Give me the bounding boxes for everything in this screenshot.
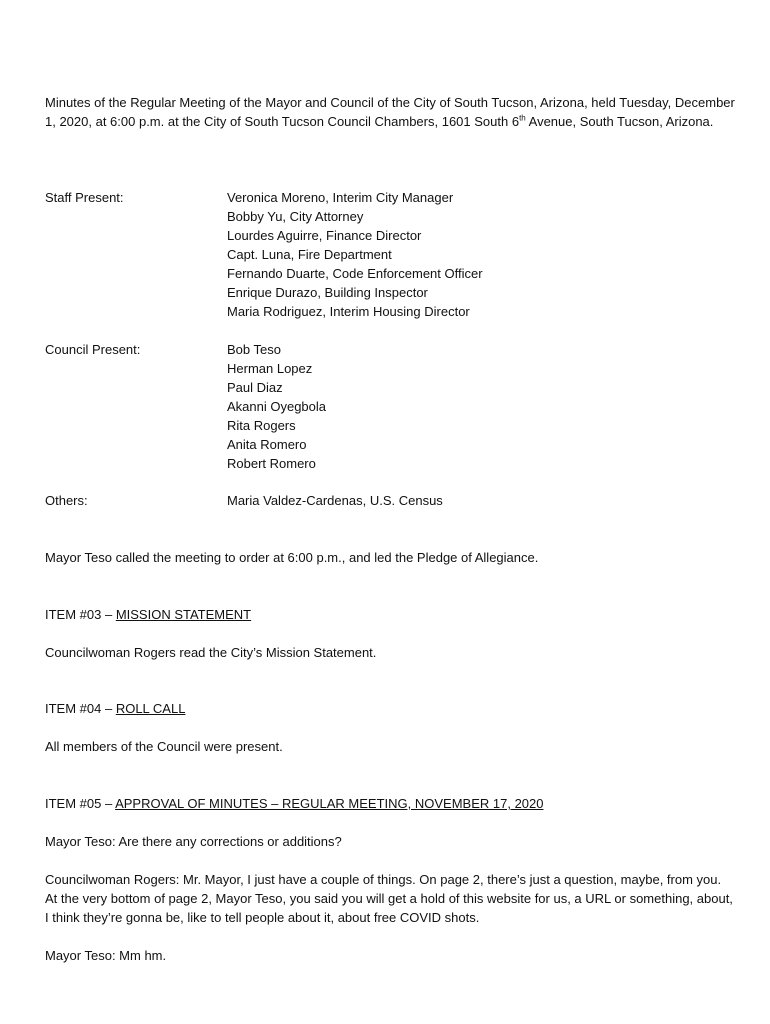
council-member: Paul Diaz: [227, 380, 283, 395]
council-member: Herman Lopez: [227, 361, 313, 376]
item-04-body: All members of the Council were present.: [45, 739, 283, 754]
staff-member: Maria Rodriguez, Interim Housing Director: [227, 304, 470, 319]
staff-member: Lourdes Aguirre, Finance Director: [227, 228, 422, 243]
item-title: APPROVAL OF MINUTES – REGULAR MEETING, NOVEMBER 17, 2020: [115, 796, 544, 811]
staff-member: Veronica Moreno, Interim City Manager: [227, 190, 454, 205]
intro-text: Minutes of the Regular Meeting of the Mayor and Council of the City of South Tucson, Arizona, held Tuesday, December 1, 2020, at 6:00 p.m. at the City of South Tucson Council Chambers, 1601 South 6: [45, 95, 735, 129]
call-to-order: Mayor Teso called the meeting to order at 6:00 p.m., and led the Pledge of Allegiance.: [45, 550, 539, 565]
intro-text-end: Avenue, South Tucson, Arizona.: [525, 114, 714, 129]
item-04-heading: [45, 699, 185, 718]
item-05-heading: [45, 794, 543, 813]
staff-member: Bobby Yu, City Attorney: [227, 209, 364, 224]
item-05-question: Mayor Teso: Are there any corrections or additions?: [45, 834, 342, 849]
council-present-label: Council Present:: [45, 342, 141, 357]
others-label: Others:: [45, 493, 88, 508]
council-member: Bob Teso: [227, 342, 281, 357]
council-member: Rita Rogers: [227, 418, 296, 433]
item-03-heading: [45, 605, 251, 624]
item-number: ITEM #03 –: [45, 607, 116, 622]
staff-member: Capt. Luna, Fire Department: [227, 247, 392, 262]
item-05-teso-reply: Mayor Teso: Mm hm.: [45, 948, 167, 963]
other-attendee: Maria Valdez-Cardenas, U.S. Census: [227, 493, 443, 508]
intro-paragraph: [45, 93, 735, 131]
item-03-body: Councilwoman Rogers read the City’s Mission Statement.: [45, 645, 377, 660]
item-05-rogers-remark: Councilwoman Rogers: Mr. Mayor, I just have a couple of things. On page 2, there’s just a question, maybe, from you. At the very bottom of page 2, Mayor Teso, you said you will get a hold of this website for us, a URL or something, about, I think they’re gonna be, like to tell people about it, about free COVID shots.: [45, 872, 733, 925]
staff-member: Fernando Duarte, Code Enforcement Officer: [227, 266, 483, 281]
council-member: Robert Romero: [227, 456, 316, 471]
item-title: ROLL CALL: [115, 701, 186, 716]
ordinal-superscript: th: [519, 113, 526, 123]
council-member: Anita Romero: [227, 437, 307, 452]
staff-present-list: [227, 188, 483, 321]
staff-member: Enrique Durazo, Building Inspector: [227, 285, 428, 300]
item-number: ITEM #04 –: [45, 701, 116, 716]
council-present-list: [227, 340, 326, 473]
item-title: MISSION STATEMENT: [115, 607, 252, 622]
item-number: ITEM #05 –: [45, 796, 116, 811]
staff-present-label: Staff Present:: [45, 190, 124, 205]
council-member: Akanni Oyegbola: [227, 399, 327, 414]
others-list: [227, 491, 443, 510]
